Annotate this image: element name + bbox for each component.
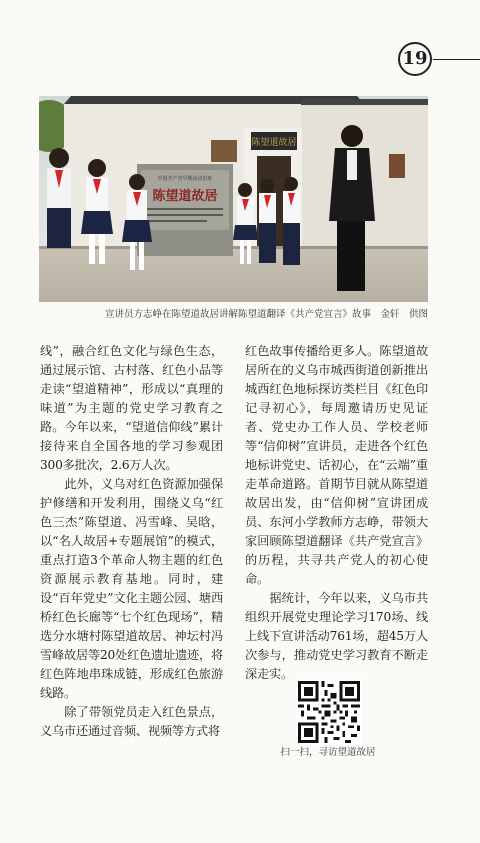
article-paragraph: 线”，融合红色文化与绿色生态，通过展示馆、古村落、红色小品等走读“望道精神”，形成以“真理的味道”为主题的党史学习教育之路。今年以来，“望道信仰线”累计接待来自全国各地的学习参观团300多批次，2.6万人次。 [40,344,223,472]
plaque-subtitle: 中国共产党早期活动旧址 [157,176,213,182]
qr-caption: 扫一扫，寻访望道故居 [280,747,376,758]
article-paragraph: 此外，义乌对红色资源加强保护修缮和开发利用，围绕义乌“红色三杰”陈望道、冯雪峰、吴晗，以“名人故居+专题展馆”的模式，重点打造3个革命人物主题的红色资源展示教育基地。同时，建设“百年党史”文化主题公园、塘西桥红色长廊等“七个红色现场”，精选分水塘村陈望道故居、神坛村冯雪峰故居等20处红色遗址遗迹，将红色阵地串珠成链，形成红色旅游线路。 [40,477,223,700]
article-column-right [245,342,428,684]
photo-caption: 宣讲员方志峥在陈望道故居讲解陈望道翻译《共产党宣言》故事 金轩 供图 [104,309,428,320]
page-number: 19 [402,48,428,69]
article-paragraph: 除了带领党员走入红色景点，义乌市还通过音频、视频等方式将 [40,705,223,738]
article-column-left [40,342,223,741]
plaque-title: 陈望道故居 [152,189,218,204]
article-paragraph: 红色故事传播给更多人。陈望道故居所在的义乌市城西街道创新推出城西红色地标探访类栏目《红色印记寻初心》，每周邀请历史见证者、党史办工作人员、学校老师等“信仰树”宣讲员，走进各个红色地标讲党史、话初心，在“云端”重走革命道路。首期节目就从陈望道故居出发，由“信仰树”宣讲团成员、东河小学教师方志峥，带领大家回顾陈望道翻译《共产党宣言》的历程，共寻共产党人的初心使命。 [245,344,428,586]
students-right [233,177,300,265]
article-paragraph: 据统计，今年以来，义乌市共组织开展党史理论学习170场、线上线下宣讲活动761场，超45万人次参与，推动党史学习教育不断走深走实。 [245,591,428,681]
door-sign-text: 陈望道故居 [251,138,297,148]
qr-code[interactable] [296,679,362,745]
article-photo [39,96,428,302]
page-number-badge [398,42,432,76]
page-number-rule [433,59,480,60]
